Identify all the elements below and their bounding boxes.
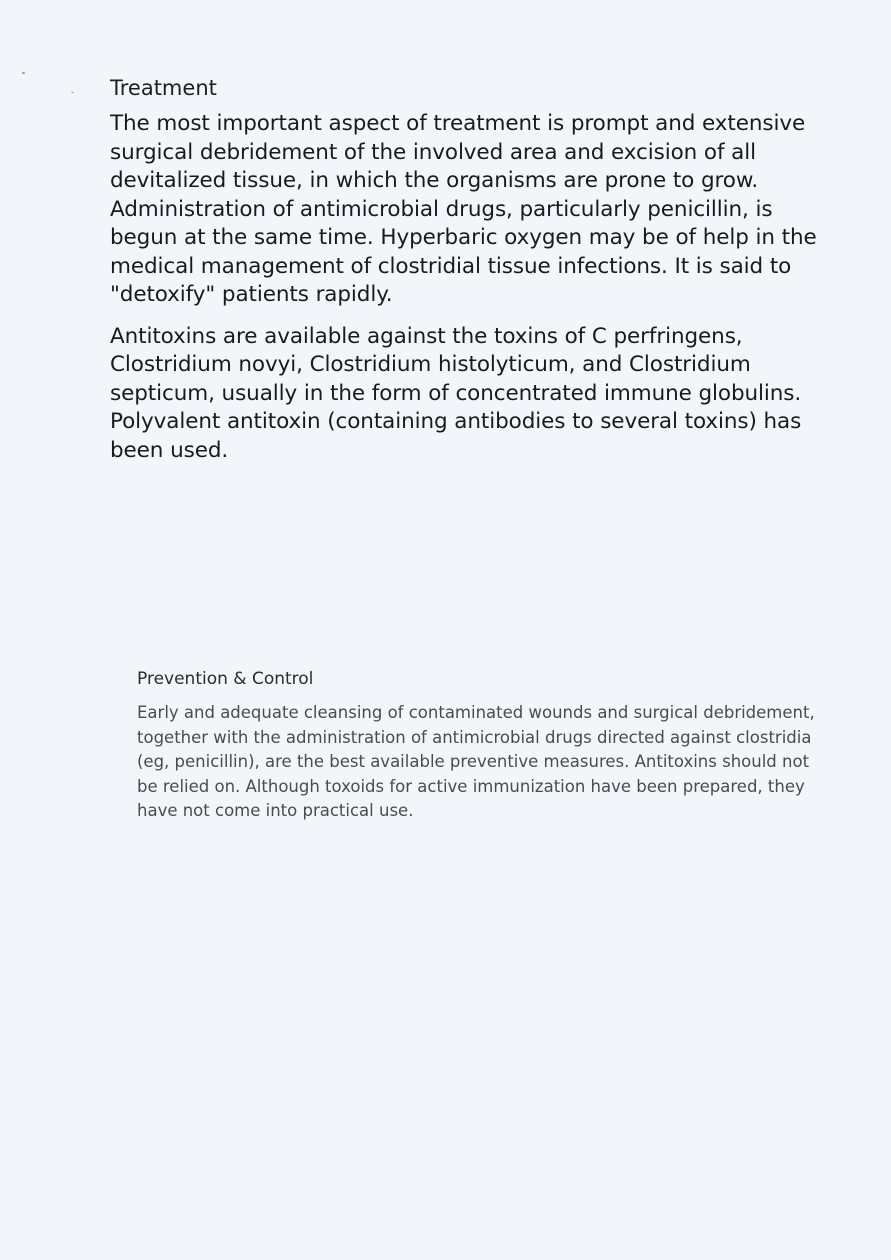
treatment-heading: Treatment (110, 76, 217, 100)
antitoxin-paragraph: Antitoxins are available against the toxins of C perfringens, Clostridium novyi, Clostridium histolyticum, and Clostridium septicum, usually in the form of concentrated immune globulins. Polyvalent antitoxin (containing antibodies to several toxins) has been used. (110, 323, 802, 463)
scan-speck (22, 72, 25, 74)
treatment-section (110, 74, 830, 478)
scan-speck (71, 92, 74, 93)
prevention-section (137, 667, 827, 824)
treatment-paragraph: The most important aspect of treatment is prompt and extensive surgical debridement of the involved area and excision of all devitalized tissue, in which the organisms are prone to grow. Administration of antimicrobial drugs, particularly penicillin, is begun at the same time. Hyperbaric oxygen may be of help in the medical management of clostridial tissue infections. It is said to "detoxify" patients rapidly. (110, 111, 817, 307)
prevention-heading: Prevention & Control (137, 669, 314, 689)
prevention-paragraph: Early and adequate cleansing of contaminated wounds and surgical debridement, together with the administration of antimicrobial drugs directed against clostridia (eg, penicillin), are the best available preventive measures. Antitoxins should not be relied on. Although toxoids for active immunization have been prepared, they have not come into practical use. (137, 703, 815, 820)
